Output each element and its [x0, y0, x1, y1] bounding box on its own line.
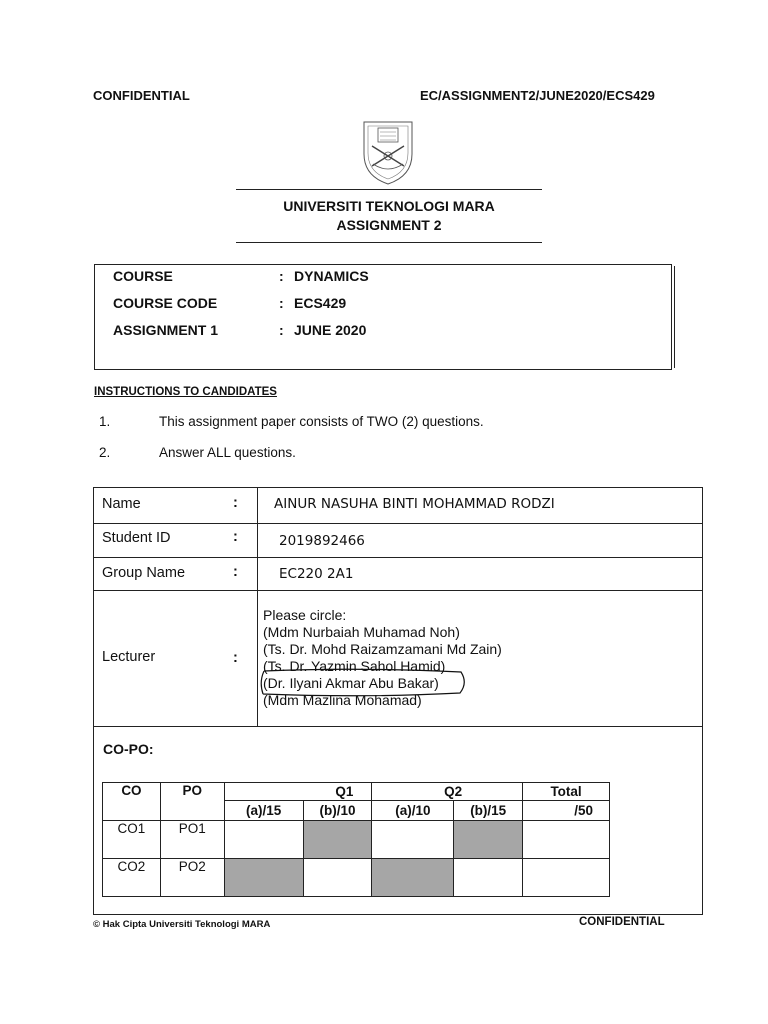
table-divider: [94, 557, 702, 558]
footer-confidential: CONFIDENTIAL: [579, 916, 665, 928]
title-top-rule: [236, 189, 542, 190]
assignment-colon: :: [279, 322, 284, 338]
copo-table: [102, 782, 610, 897]
footer-copyright: © Hak Cipta Universiti Teknologi MARA: [93, 919, 271, 930]
copo-sub-q1a: (a)/15: [224, 801, 303, 821]
course-code-colon: :: [279, 295, 284, 311]
group-name-value: EC220 2A1: [279, 566, 354, 582]
copo-row-po: PO2: [160, 859, 224, 897]
assignment-title: ASSIGNMENT 2: [336, 217, 442, 233]
student-name-value: AINUR NASUHA BINTI MOHAMMAD RODZI: [274, 496, 555, 512]
assignment-value: JUNE 2020: [294, 322, 367, 338]
student-id-label: Student ID: [102, 530, 171, 546]
lecturer-colon: :: [233, 650, 238, 666]
course-label: COURSE: [113, 268, 173, 284]
lecturer-option: (Ts. Dr. Yazmin Sahol Hamid): [263, 658, 446, 674]
lecturer-option: (Ts. Dr. Mohd Raizamzamani Md Zain): [263, 641, 502, 657]
copo-cell-shaded: [224, 859, 303, 897]
copo-header-q1: Q1: [224, 783, 372, 801]
copo-sub-q1b: (b)/10: [303, 801, 372, 821]
copo-header-total: Total: [523, 783, 610, 801]
lecturer-option-circled: (Dr. Ilyani Akmar Abu Bakar): [263, 675, 439, 691]
assignment-label: ASSIGNMENT 1: [113, 322, 219, 338]
course-info-box: [94, 264, 672, 370]
copo-row-co: CO1: [103, 821, 161, 859]
group-name-label: Group Name: [102, 565, 186, 581]
table-divider: [94, 590, 702, 591]
lecturer-label: Lecturer: [102, 649, 156, 665]
group-name-colon: :: [233, 564, 238, 580]
table-divider: [94, 523, 702, 524]
copo-cell: [303, 859, 372, 897]
instructions-title: INSTRUCTIONS TO CANDIDATES: [94, 386, 277, 398]
course-colon: :: [279, 268, 284, 284]
student-id-value: 2019892466: [279, 533, 365, 549]
copo-cell: [372, 821, 454, 859]
copo-cell-shaded: [303, 821, 372, 859]
uitm-crest-icon: [358, 116, 418, 186]
name-colon: :: [233, 495, 238, 511]
instruction-text: This assignment paper consists of TWO (2) questions.: [159, 414, 484, 429]
course-value: DYNAMICS: [294, 268, 369, 284]
copo-header-po: PO: [160, 783, 224, 821]
lecturer-option: (Mdm Mazlina Mohamad): [263, 692, 422, 708]
copo-title: CO-PO:: [103, 741, 154, 757]
course-code-label: COURSE CODE: [113, 295, 218, 311]
copo-sub-total: /50: [523, 801, 610, 821]
copo-row-co: CO2: [103, 859, 161, 897]
title-bottom-rule: [236, 242, 542, 243]
instruction-number: 1.: [99, 414, 111, 429]
student-id-colon: :: [233, 529, 238, 545]
copo-cell-shaded: [372, 859, 454, 897]
copo-sub-q2a: (a)/10: [372, 801, 454, 821]
copo-cell: [224, 821, 303, 859]
copo-header-co: CO: [103, 783, 161, 821]
copo-cell: [523, 821, 610, 859]
copo-cell: [523, 859, 610, 897]
table-divider: [94, 726, 702, 727]
instruction-text: Answer ALL questions.: [159, 445, 296, 460]
copo-cell-shaded: [454, 821, 523, 859]
circle-mark: [256, 667, 470, 699]
name-label: Name: [102, 496, 141, 512]
course-code-value: ECS429: [294, 295, 347, 311]
copo-row-po: PO1: [160, 821, 224, 859]
lecturer-option: (Mdm Nurbaiah Muhamad Noh): [263, 624, 460, 640]
instruction-number: 2.: [99, 445, 111, 460]
copo-sub-q2b: (b)/15: [454, 801, 523, 821]
header-confidential: CONFIDENTIAL: [93, 88, 190, 103]
lecturer-prompt: Please circle:: [263, 607, 347, 623]
copo-header-q2: Q2: [372, 783, 523, 801]
university-title: UNIVERSITI TEKNOLOGI MARA: [283, 198, 495, 214]
copo-cell: [454, 859, 523, 897]
header-document-code: EC/ASSIGNMENT2/JUNE2020/ECS429: [420, 88, 655, 103]
